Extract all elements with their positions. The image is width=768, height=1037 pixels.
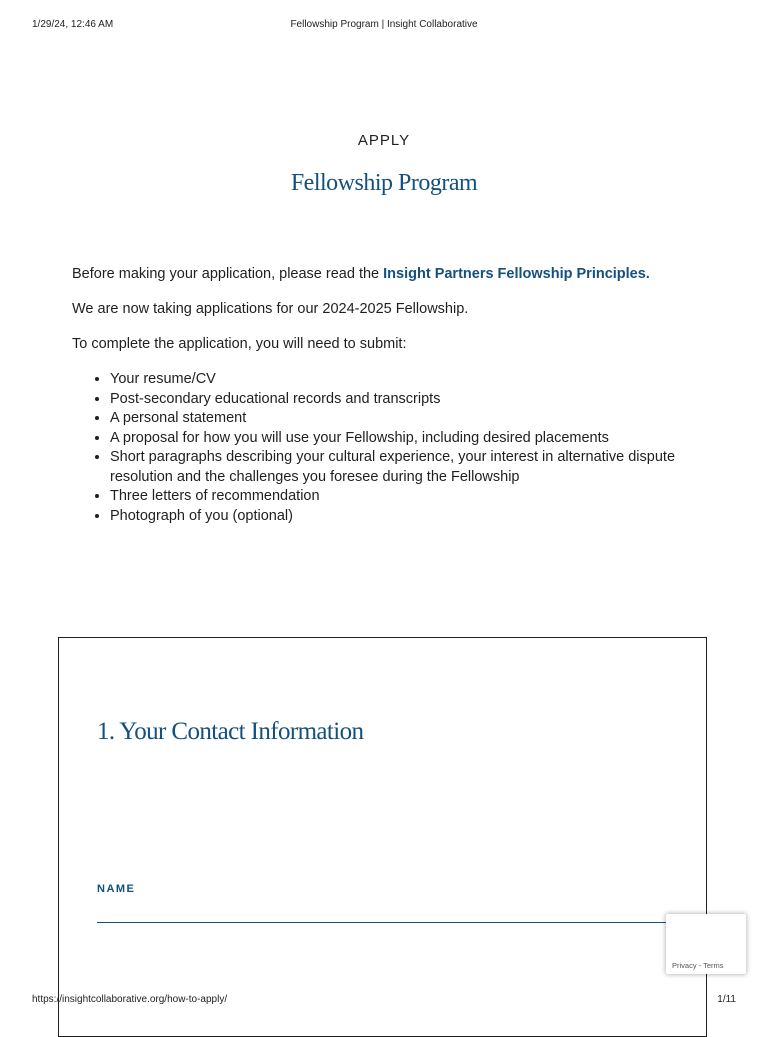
recaptcha-privacy-link[interactable]: Privacy	[672, 961, 697, 970]
intro-paragraph-applications: We are now taking applications for our 2024-2025 Fellowship.	[72, 301, 469, 317]
intro-paragraph-principles	[72, 265, 712, 284]
requirement-item: • A proposal for how you will use your Fellowship, including desired placements	[110, 429, 712, 449]
fellowship-principles-link[interactable]: Insight Partners Fellowship Principles.	[383, 266, 650, 282]
recaptcha-terms-link[interactable]: Terms	[703, 961, 724, 970]
requirement-item: • A personal statement	[110, 409, 712, 429]
contact-section-title: 1. Your Contact Information	[97, 718, 364, 745]
print-url: https://insightcollaborative.org/how-to-apply/	[32, 994, 228, 1005]
intro-prefix-text: Before making your application, please read the	[72, 266, 384, 282]
print-page-title: Fellowship Program | Insight Collaborative	[290, 19, 478, 30]
requirement-item: • Three letters of recommendation	[110, 487, 712, 507]
name-input[interactable]	[97, 900, 669, 923]
intro-paragraph-submit: To complete the application, you will need to submit:	[72, 336, 407, 352]
name-field-label: NAME	[97, 883, 136, 895]
requirement-item: • Short paragraphs describing your cultural experience, your interest in alternative dispute resolution and the challenges you foresee during the Fellowship	[110, 448, 712, 487]
requirements-list	[72, 370, 712, 526]
requirement-item: • Post-secondary educational records and transcripts	[110, 390, 712, 410]
intro-content	[72, 265, 712, 526]
contact-form-card	[58, 637, 707, 1037]
print-date: 1/29/24, 12:46 AM	[32, 19, 114, 30]
recaptcha-badge[interactable]	[666, 914, 746, 974]
requirement-item: • Your resume/CV	[110, 370, 712, 390]
print-page-number: 1/11	[717, 994, 736, 1005]
apply-eyebrow: APPLY	[357, 132, 411, 149]
recaptcha-links	[672, 961, 724, 970]
requirement-item: • Photograph of you (optional)	[110, 507, 712, 527]
page-title: Fellowship Program	[290, 170, 478, 196]
recaptcha-separator: -	[696, 961, 704, 970]
